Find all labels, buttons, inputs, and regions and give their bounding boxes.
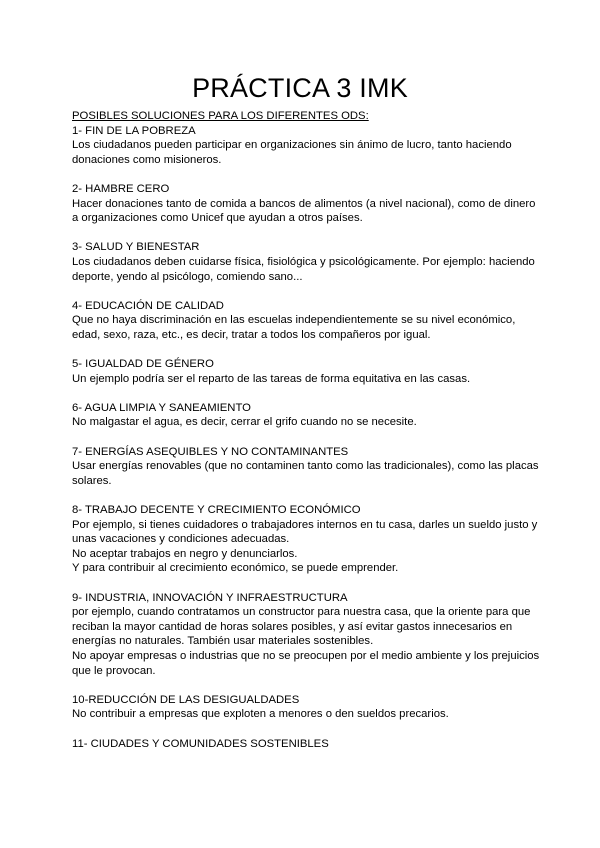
section-8 [72,503,542,576]
section-heading: 5- IGUALDAD DE GÉNERO [72,358,214,371]
section-heading: 9- INDUSTRIA, INNOVACIÓN Y INFRAESTRUCTURA [72,591,348,604]
section-heading: 4- EDUCACIÓN DE CALIDAD [72,299,224,312]
section-5 [72,357,542,386]
section-heading: 3- SALUD Y BIENESTAR [72,241,200,254]
section-heading: 2- HAMBRE CERO [72,182,170,195]
section-body [72,518,542,576]
section-paragraph: Por ejemplo, si tienes cuidadores o trabajadores internos en tu casa, darles un sueldo justo y unas vacaciones y condiciones adecuadas. [72,518,538,546]
section-heading: 6- AGUA LIMPIA Y SANEAMIENTO [72,401,251,414]
section-body [72,459,542,488]
section-paragraph: Los ciudadanos deben cuidarse física, fisiológica y psicológicamente. Por ejemplo: haciendo deporte, yendo al psicólogo, comiendo sano... [72,255,535,283]
section-body [72,605,542,678]
section-4 [72,299,542,343]
section-3 [72,240,542,284]
document-subtitle: POSIBLES SOLUCIONES PARA LOS DIFERENTES ODS: [72,110,369,122]
section-body [72,138,542,167]
section-heading: 10-REDUCCIÓN DE LAS DESIGUALDADES [72,693,300,706]
section-1 [72,124,542,168]
section-body [72,197,542,226]
section-paragraph: Los ciudadanos pueden participar en organizaciones sin ánimo de lucro, tanto haciendo donaciones como misioneros. [72,139,512,166]
section-paragraph: No malgastar el agua, es decir, cerrar el grifo cuando no se necesite. [72,416,417,429]
section-10 [72,693,542,722]
section-body [72,372,542,387]
section-paragraph: No aceptar trabajos en negro y denunciarlos. [72,547,298,560]
page-title: PRÁCTICA 3 IMK [192,73,408,103]
section-body [72,313,542,342]
section-heading: 11- CIUDADES Y COMUNIDADES SOSTENIBLES [72,737,329,750]
section-body [72,255,542,284]
section-11 [72,737,542,752]
section-6 [72,401,542,430]
section-paragraph: Hacer donaciones tanto de comida a bancos de alimentos (a nivel nacional), como de dinero a organizaciones como Unicef que ayudan a otros países. [72,197,536,225]
section-paragraph: Un ejemplo podría ser el reparto de las tareas de forma equitativa en las casas. [72,372,471,385]
document-content [72,109,542,766]
section-paragraph: Usar energías renovables (que no contaminen tanto como las tradicionales), como las placas solares. [72,460,539,487]
section-body [72,707,542,722]
section-heading: 8- TRABAJO DECENTE Y CRECIMIENTO ECONÓMICO [72,504,361,517]
section-9 [72,591,542,679]
section-heading: 1- FIN DE LA POBREZA [72,124,196,137]
section-paragraph: No apoyar empresas o industrias que no se preocupen por el medio ambiente y los prejuicios que le provocan. [72,649,540,677]
section-body [72,415,542,430]
section-7 [72,445,542,489]
section-heading: 7- ENERGÍAS ASEQUIBLES Y NO CONTAMINANTES [72,445,349,458]
section-paragraph: por ejemplo, cuando contratamos un constructor para nuestra casa, que la oriente para que reciban la mayor cantidad de horas solares posibles, y así evitar gastos innecesarios en energías no naturales. También usar materiales sostenibles. [72,606,531,648]
section-paragraph: Que no haya discriminación en las escuelas independientemente se su nivel económico, edad, sexo, raza, etc., es decir, tratar a todos los compañeros por igual. [72,314,516,341]
section-2 [72,182,542,226]
section-paragraph: Y para contribuir al crecimiento económico, se puede emprender. [72,562,399,575]
section-paragraph: No contribuir a empresas que exploten a menores o den sueldos precarios. [72,708,449,721]
